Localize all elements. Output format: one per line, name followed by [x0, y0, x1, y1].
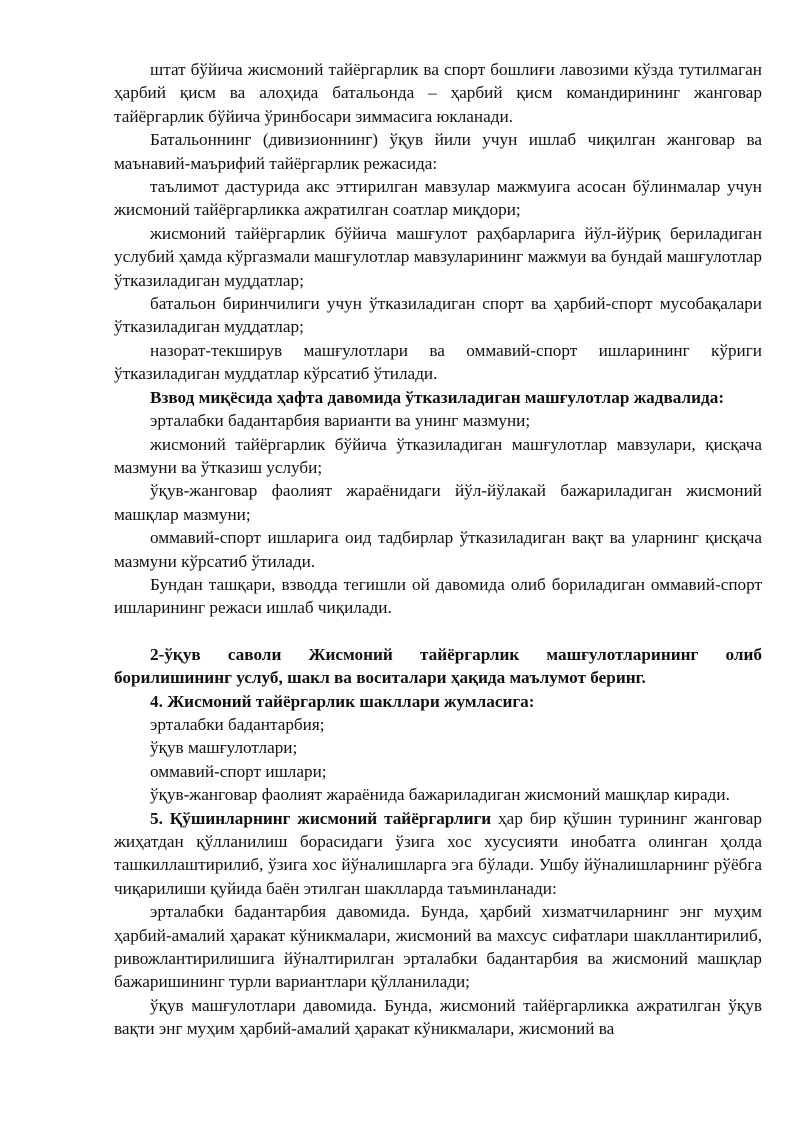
paragraph: Батальоннинг (дивизионнинг) ўқув йили учун ишлаб чиқилган жанговар ва маънавий-маърифий тайёргарлик режасида: — [114, 130, 762, 173]
bold-lead: 5. Қўшинларнинг жисмоний тайёргарлиги — [150, 808, 492, 828]
spacer — [114, 620, 762, 643]
section-question-heading: 2-ўқув саволи Жисмоний тайёргарлик машғулотларининг олиб борилишининг услуб, шакл ва воситалари ҳақида маълумот беринг. — [114, 644, 762, 688]
list-item: ўқув-жанговар фаолият жараёнида бажариладиган жисмоний машқлар киради. — [150, 785, 730, 805]
list-item: ўқув-жанговар фаолият жараёнидаги йўл-йўлакай бажариладиган жисмоний машқлар мазмуни; — [114, 481, 762, 524]
list-item: жисмоний тайёргарлик бўйича машғулот раҳбарларига йўл-йўриқ бериладиган услубий ҳамда кўргазмали машғулотлар мавзуларининг мажмуи ва бундай машғулотлар ўтказиладиган муддатлар; — [114, 223, 762, 290]
bold-heading: Взвод миқёсида ҳафта давомида ўтказиладиган машғулотлар жадвалида: — [150, 387, 725, 407]
list-item: ўқув машғулотлари; — [150, 738, 298, 758]
paragraph — [114, 807, 762, 901]
list-item: оммавий-спорт ишлари; — [150, 761, 327, 781]
list-item: жисмоний тайёргарлик бўйича ўтказиладиган машғулотлар мавзулари, қисқача мазмуни ва ўтказиш услуби; — [114, 434, 762, 477]
list-item: ўқув машғулотлари давомида. Бунда, жисмоний тайёргарликка ажратилган ўқув вақти энг муҳим ҳарбий-амалий ҳаракат кўникмалари, жисмоний ва — [114, 995, 762, 1039]
list-item: эрталабки бадантарбия давомида. Бунда, ҳарбий хизматчиларнинг энг муҳим ҳарбий-амалий ҳаракат кўникмалари, жисмоний ва махсус сифатлари шакллантирилиб, ривожлантирилишига йўналтирилган эрталабки бадантарбия ва жисмоний машқлар бажаришининг турли вариантлари қўлланилади; — [114, 902, 762, 992]
paragraph: Бундан ташқари, взводда тегишли ой давомида олиб бориладиган оммавий-спорт ишларининг режаси ишлаб чиқилади. — [114, 574, 762, 618]
list-item: батальон биринчилиги учун ўтказиладиган спорт ва ҳарбий-спорт мусобақалари ўтказиладиган муддатлар; — [114, 294, 762, 337]
paragraph: штат бўйича жисмоний тайёргарлик ва спорт бошлиғи лавозими кўзда тутилмаган ҳарбий қисм ва алоҳида батальонда – ҳарбий қисм командирининг жанговар тайёргарлик бўйича ўринбосари зиммасига юкланади. — [114, 60, 762, 126]
paragraph-text: ҳар бир қўшин турининг жанговар жиҳатдан қўлланилиш борасидаги ўзига хос хусусияти инобатга олинган ҳолда ташкиллаштирилиб, ўзига хос йўналишларга эга бўлади. Ушбу йўналишларнинг рўёбга чиқарилиши қуйида баён этилган шаклларда таъминланади: — [114, 808, 762, 898]
list-item: оммавий-спорт ишларига оид тадбирлар ўтказиладиган вақт ва уларнинг қисқача мазмуни кўрсатиб ўтилади. — [114, 528, 762, 571]
list-item: эрталабки бадантарбия варианти ва унинг мазмуни; — [150, 411, 531, 431]
numbered-heading: 4. Жисмоний тайёргарлик шакллари жумласига: — [150, 691, 535, 711]
list-item: эрталабки бадантарбия; — [150, 714, 325, 734]
list-item: назорат-текширув машғулотлари ва оммавий-спорт ишларининг кўриги ўтказиладиган муддатлар кўрсатиб ўтилади. — [114, 340, 762, 384]
list-item: таълимот дастурида акс эттирилган мавзулар мажмуига асосан бўлинмалар учун жисмоний тайёргарликка ажратилган соатлар миқдори; — [114, 177, 762, 220]
